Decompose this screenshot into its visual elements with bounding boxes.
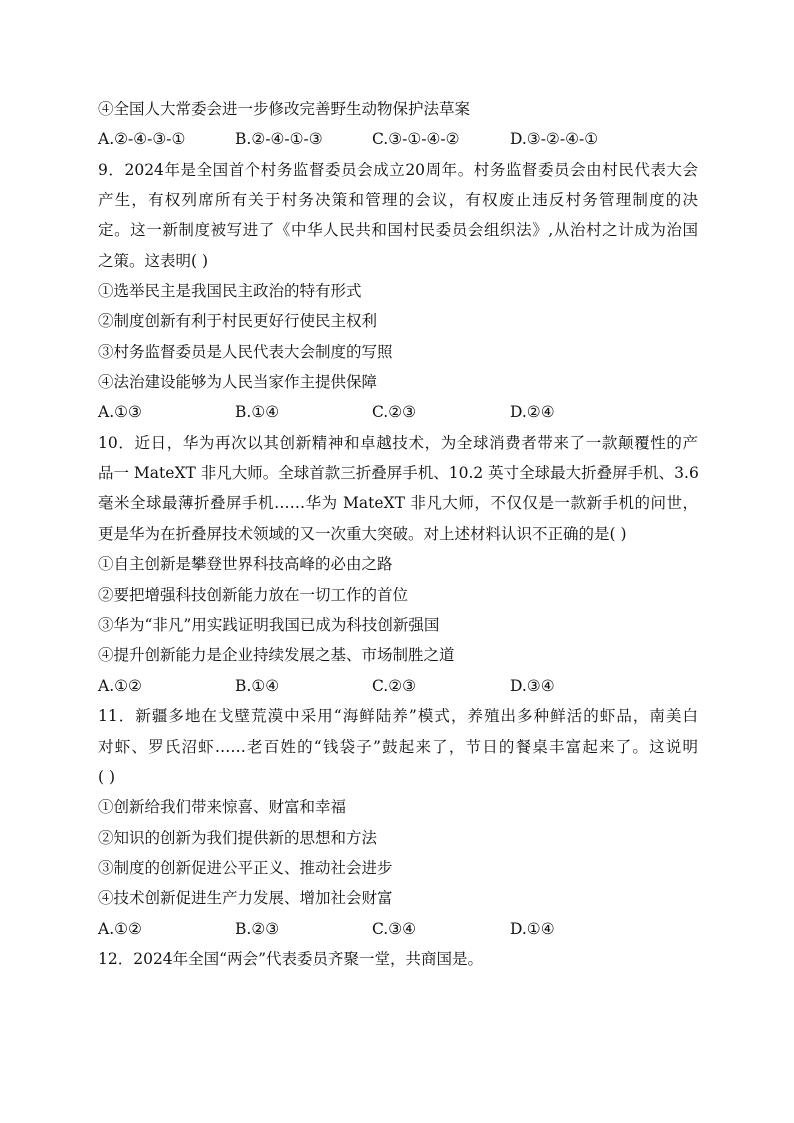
q10-item-2: ②要把增强科技创新能力放在一切工作的首位: [98, 586, 409, 604]
q10-item-3: ③华为“非凡”用实践证明我国已成为科技创新强国: [98, 616, 440, 634]
q9-item-2: ②制度创新有利于村民更好行使民主权利: [98, 312, 378, 330]
q8-option-c: C.③-①-④-②: [372, 130, 460, 148]
q11-option-b: B.②③: [235, 920, 280, 938]
q11-option-a: A.①②: [98, 920, 142, 938]
q9-stem-line-3: 定。这一新制度被写进了《中华人民共和国村民委员会组织法》,从治村之计成为治国: [98, 221, 698, 239]
q10-option-b: B.①④: [235, 677, 280, 695]
q11-item-3: ③制度的创新促进公平正义、推动社会进步: [98, 859, 393, 877]
q9-stem-line-2: 产生，有权列席所有关于村务决策和管理的会议，有权废止违反村务管理制度的决: [98, 191, 698, 209]
q11-item-1: ①创新给我们带来惊喜、财富和幸福: [98, 798, 347, 816]
q10-item-1: ①自主创新是攀登世界科技高峰的必由之路: [98, 555, 393, 573]
q11-stem-line-2: 对虾、罗氏沼虾……老百姓的“钱袋子”鼓起来了，节日的餐桌丰富起来了。这说明: [98, 738, 698, 756]
q11-option-c: C.③④: [372, 920, 417, 938]
q8-option-d: D.③-②-④-①: [510, 130, 599, 148]
q9-option-b: B.①④: [235, 403, 280, 421]
q9-item-3: ③村务监督委员是人民代表大会制度的写照: [98, 343, 393, 361]
q10-options: [98, 676, 698, 696]
q9-options: [98, 402, 698, 422]
q9-option-c: C.②③: [372, 403, 417, 421]
q10-stem-line-2: 品一 MateXT 非凡大师。全球首款三折叠屏手机、10.2 英寸全球最大折叠屏手机、3.6: [98, 464, 699, 482]
q10-option-d: D.③④: [510, 677, 555, 695]
q9-option-a: A.①③: [98, 403, 142, 421]
q10-option-c: C.②③: [372, 677, 417, 695]
q9-item-1: ①选举民主是我国民主政治的特有形式: [98, 282, 362, 300]
q9-stem-line-1: 9．2024年是全国首个村务监督委员会成立20周年。村务监督委员会由村民代表大会: [98, 161, 698, 179]
q11-stem-line-3: ( ): [98, 768, 116, 786]
q11-item-2: ②知识的创新为我们提供新的思想和方法: [98, 829, 378, 847]
q9-option-d: D.②④: [510, 403, 555, 421]
q12-stem-line-1: 12．2024年全国“两会”代表委员齐聚一堂，共商国是。: [98, 950, 484, 968]
q8-item-4: ④全国人大常委会进一步修改完善野生动物保护法草案: [98, 100, 471, 118]
q8-option-b: B.②-④-①-③: [235, 130, 323, 148]
q11-item-4: ④技术创新促进生产力发展、增加社会财富: [98, 889, 393, 907]
q10-stem-line-1: 10．近日，华为再次以其创新精神和卓越技术，为全球消费者带来了一款颠覆性的产: [98, 434, 698, 452]
q11-stem-line-1: 11．新疆多地在戈壁荒漠中采用“海鲜陆养”模式，养殖出多种鲜活的虾品，南美白: [98, 707, 698, 725]
q8-options: [98, 129, 698, 149]
q9-item-4: ④法治建设能够为人民当家作主提供保障: [98, 373, 378, 391]
q9-stem-line-4: 之策。这表明( ): [98, 252, 209, 270]
q8-option-a: A.②-④-③-①: [98, 130, 186, 148]
q11-options: [98, 919, 698, 939]
q10-option-a: A.①②: [98, 677, 142, 695]
q11-option-d: D.①④: [510, 920, 555, 938]
q10-item-4: ④提升创新能力是企业持续发展之基、市场制胜之道: [98, 646, 455, 664]
q10-stem-line-4: 更是华为在折叠屏技术领域的又一次重大突破。对上述材料认识不正确的是( ): [98, 525, 627, 543]
q10-stem-line-3: 毫米全球最薄折叠屏手机……华为 MateXT 非凡大师，不仅仅是一款新手机的问世，: [98, 494, 698, 512]
